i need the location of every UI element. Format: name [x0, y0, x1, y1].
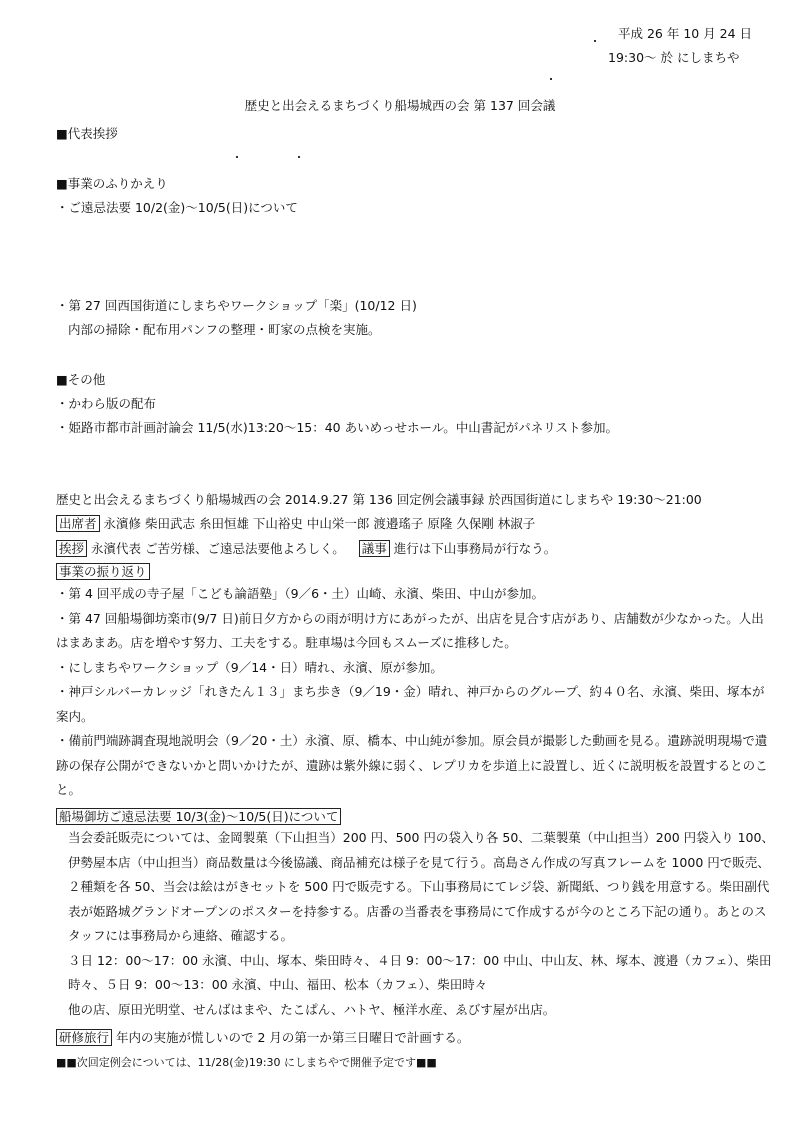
review-entry: ・第 47 回船場御坊楽市(9/7 日)前日夕方からの雨が明け方にあがったが、出店を見合す店があり、店舗数が少なかった。人出はまあまあ。店を増やす努力、工夫をする。駐車場は今回もスムーズに推移した。 — [56, 610, 764, 650]
meeting-date: 平成 26 年 10 月 24 日 — [618, 26, 753, 41]
review-section-label: 事業の振り返り — [56, 563, 150, 580]
training-text: 年内の実施が慌しいので 2 月の第一か第三日曜日で計画する。 — [116, 1030, 470, 1045]
meeting-title: 歴史と出会えるまちづくり船場城西の会 第 137 回会議 — [244, 98, 556, 113]
memorial-section — [56, 826, 776, 1022]
training-line — [56, 1028, 469, 1046]
review-entry: ・にしまちやワークショップ（9／14・日）晴れ、永濱、原が参加。 — [56, 659, 443, 675]
review-entry: ・第 4 回平成の寺子屋「こども論語塾」（9／6・土）山崎、永濱、柴田、中山が参加。 — [56, 586, 545, 601]
attendees-line — [56, 514, 535, 532]
meeting-time-place: 19:30～ 於 にしまちや — [608, 50, 740, 65]
review-section-label-line — [56, 563, 150, 580]
attendees-label: 出席者 — [56, 515, 100, 532]
next-meeting-note: ■■次回定例会については、11/28(金)19:30 にしまちやで開催予定です■■ — [56, 1056, 437, 1069]
memorial-shops: 他の店、原田光明堂、せんばはまや、たこぱん、ハトヤ、極洋水産、ゑびす屋が出店。 — [68, 1001, 556, 1017]
review-entry: ・神戸シルバーカレッジ「れきたん１３」まち歩き（9／19・金）晴れ、神戸からのグループ、約４０名、永濱、柴田、塚本が案内。 — [56, 684, 765, 724]
training-label: 研修旅行 — [56, 1029, 112, 1046]
scan-speck — [550, 78, 552, 80]
attendees-list: 永濱修 柴田武志 糸田恒雄 下山裕史 中山栄一郎 渡邉瑤子 原隆 久保剛 林淑子 — [103, 516, 536, 531]
review-entry: ・備前門端跡調査現地説明会（9／20・土）永濱、原、橋本、中山純が参加。原会員が撮影した動画を見る。遺跡説明現場で遺跡の保存公開ができないかと問いかけたが、遺跡は紫外線に弱く、レプリカを歩道上に設置し、近くに説明板を設置するとのこと。 — [56, 733, 768, 797]
other-item-forum: ・姫路市都市計画討論会 11/5(水)13:20～15：40 あいめっせホール。中山書記がパネリスト参加。 — [56, 420, 618, 435]
greeting-heading: ■代表挨拶 — [56, 126, 118, 141]
other-heading: ■その他 — [56, 372, 106, 387]
memorial-schedule: ３日 12：00～17：00 永濱、中山、塚本、柴田時々、４日 9：00～17：00 中山、中山友、林、塚本、渡邉（カフェ）、柴田時々、５日 9：00～13：00 永濱、中山、福田、松本（カフェ）、柴田時々 — [68, 952, 772, 992]
review-item-memorial: ・ご遠忌法要 10/2(金)～10/5(日)について — [56, 200, 298, 215]
scan-speck — [236, 156, 238, 158]
memorial-text: 当会委託販売については、金岡製菓（下山担当）200 円、500 円の袋入り各 50、二葉製菓（中山担当）200 円袋入り 100、伊勢屋本店（中山担当）商品数量は今後協議、商品補充は様子を見て行う。高島さん作成の写真フレームを 1000 円で販売、２種類を各 50、当会は絵はがきセットを 500 円で販売する。下山事務局にてレジ袋、新聞紙、つり銭を用意する。柴田副代表が姫路城グランドオープンのポスターを持参する。店番の当番表を事務局にて作成するが今のところ下記の通り。あとのスタッフには事務局から連絡、確認する。 — [68, 830, 774, 943]
greeting-text: 永濱代表 ご苦労様、ご遠忌法要他よろしく。 — [91, 541, 345, 556]
other-item-kawaraban: ・かわら版の配布 — [56, 396, 157, 411]
review-item-workshop: ・第 27 回西国街道にしまちやワークショップ「楽」(10/12 日) — [56, 298, 417, 313]
review-item-workshop-detail: 内部の掃除・配布用パンフの整理・町家の点検を実施。 — [68, 322, 381, 337]
greeting-line — [56, 539, 556, 557]
memorial-label-line — [56, 808, 341, 825]
proceedings-label: 議事 — [359, 540, 390, 557]
proceedings-text: 進行は下山事務局が行なう。 — [393, 541, 557, 556]
review-items-list — [56, 582, 776, 803]
greeting-label: 挨拶 — [56, 540, 87, 557]
minutes-heading: 歴史と出会えるまちづくり船場城西の会 2014.9.27 第 136 回定例会議事録 於西国街道にしまちや 19:30～21:00 — [56, 492, 702, 507]
review-heading: ■事業のふりかえり — [56, 176, 168, 191]
memorial-label: 船場御坊ご遠忌法要 10/3(金)～10/5(日)について — [56, 808, 341, 825]
scan-speck — [594, 40, 596, 42]
scan-speck — [298, 156, 300, 158]
